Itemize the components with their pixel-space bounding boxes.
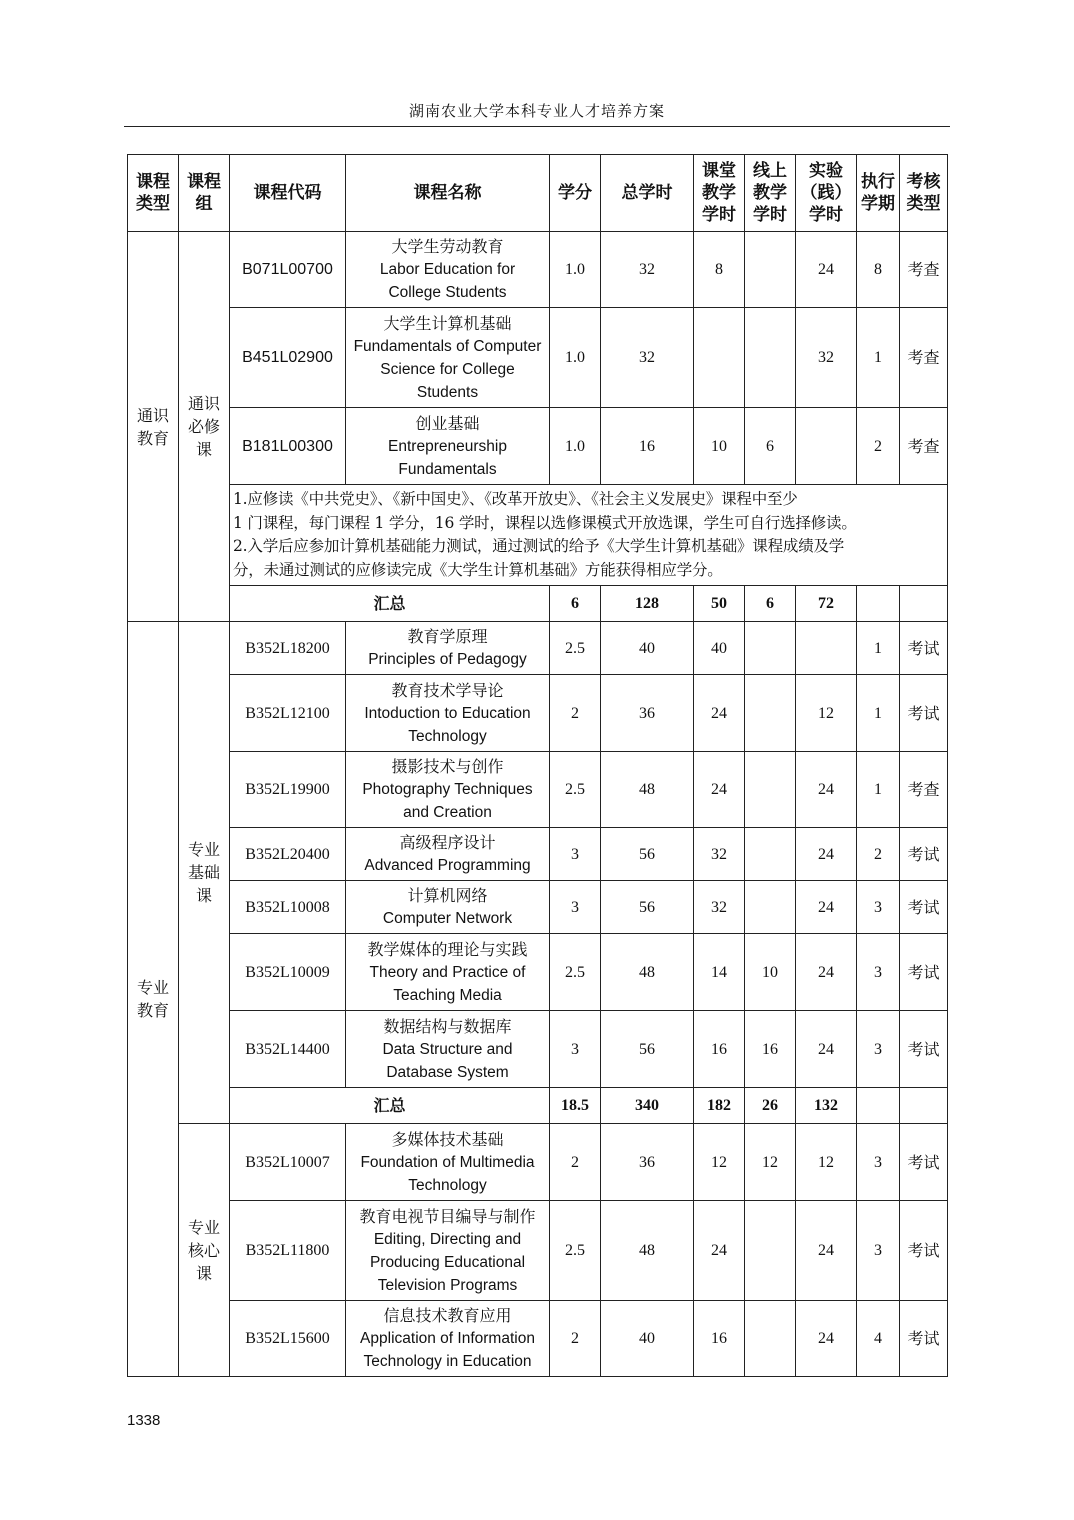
summary-total-hours: 340 <box>601 1088 694 1124</box>
table-body <box>128 155 948 1377</box>
course-semester: 3 <box>857 1201 900 1301</box>
header-classroom-hours: 课堂 教学 学时 <box>694 155 745 232</box>
course-name-en: Entrepreneurship <box>388 437 507 455</box>
course-semester: 2 <box>857 408 900 485</box>
course-classroom-hours: 40 <box>694 622 745 675</box>
course-total-hours: 16 <box>601 408 694 485</box>
course-assessment: 考试 <box>900 1124 948 1201</box>
course-classroom-hours: 14 <box>694 934 745 1011</box>
course-name-cn: 教育学原理 <box>407 627 488 646</box>
course-online-hours: 12 <box>745 1124 796 1201</box>
course-classroom-hours <box>694 308 745 408</box>
course-total-hours: 32 <box>601 232 694 308</box>
course-classroom-hours: 16 <box>694 1301 745 1377</box>
course-semester: 3 <box>857 1124 900 1201</box>
course-classroom-hours: 8 <box>694 232 745 308</box>
course-total-hours: 36 <box>601 1124 694 1201</box>
course-credit: 2.5 <box>550 1201 601 1301</box>
course-credit: 2 <box>550 1124 601 1201</box>
course-semester: 1 <box>857 622 900 675</box>
course-lab-hours <box>796 408 857 485</box>
course-assessment: 考试 <box>900 828 948 881</box>
table-row <box>128 934 948 1011</box>
course-assessment: 考查 <box>900 408 948 485</box>
course-name-cn: 教学媒体的理论与实践 <box>367 939 528 959</box>
course-name-cn: 创业基础 <box>415 413 480 433</box>
course-name <box>346 622 550 675</box>
summary-semester <box>857 586 900 622</box>
group-cell: 专业 核心 课 <box>179 1124 230 1377</box>
course-name-en: Students <box>416 383 479 401</box>
course-credit: 1.0 <box>550 408 601 485</box>
course-assessment: 考查 <box>900 308 948 408</box>
curriculum-table <box>127 154 948 1377</box>
course-assessment: 考试 <box>900 1201 948 1301</box>
course-assessment: 考试 <box>900 881 948 934</box>
table-row <box>128 308 948 408</box>
course-name <box>346 1301 550 1377</box>
course-semester: 1 <box>857 675 900 752</box>
course-name-en: Database System <box>386 1063 509 1081</box>
course-lab-hours: 24 <box>796 934 857 1011</box>
course-name-en: Labor Education for <box>379 261 516 278</box>
course-total-hours: 48 <box>601 752 694 828</box>
course-classroom-hours: 24 <box>694 1201 745 1301</box>
course-semester: 3 <box>857 1011 900 1088</box>
course-lab-hours: 12 <box>796 1124 857 1201</box>
header-category: 课程 类型 <box>128 155 179 232</box>
course-total-hours: 48 <box>601 934 694 1011</box>
course-name-en: Producing Educational <box>369 1253 526 1271</box>
course-assessment: 考试 <box>900 1301 948 1377</box>
course-name-en: Intoduction to Education <box>364 704 531 722</box>
course-assessment: 考试 <box>900 622 948 675</box>
course-code: B181L00300 <box>230 408 346 485</box>
course-classroom-hours: 32 <box>694 828 745 881</box>
course-online-hours <box>745 622 796 675</box>
course-name-en: Fundamentals of Computer <box>353 337 542 355</box>
note-row <box>128 485 948 586</box>
course-name <box>346 408 550 485</box>
course-code: B352L18200 <box>230 622 346 675</box>
course-semester: 3 <box>857 934 900 1011</box>
course-code: B352L10009 <box>230 934 346 1011</box>
header-row <box>128 155 948 232</box>
category-cell: 专业 教育 <box>128 622 179 1377</box>
course-lab-hours: 24 <box>796 1201 857 1301</box>
course-online-hours: 10 <box>745 934 796 1011</box>
table-row <box>128 881 948 934</box>
group-cell: 专业 基础 课 <box>179 622 230 1124</box>
table-row <box>128 232 948 308</box>
summary-row <box>128 1088 948 1124</box>
summary-classroom-hours: 182 <box>694 1088 745 1124</box>
course-name-cn: 计算机网络 <box>407 886 488 905</box>
course-credit: 3 <box>550 828 601 881</box>
course-code: B352L19900 <box>230 752 346 828</box>
course-total-hours: 56 <box>601 881 694 934</box>
header-group: 课程 组 <box>179 155 230 232</box>
summary-online-hours: 26 <box>745 1088 796 1124</box>
course-name-en: Television Programs <box>377 1276 518 1294</box>
course-assessment: 考查 <box>900 232 948 308</box>
course-classroom-hours: 16 <box>694 1011 745 1088</box>
course-name-en: Technology <box>408 727 487 745</box>
summary-credit: 6 <box>550 586 601 622</box>
course-name-en: Technology in Education <box>363 1353 532 1370</box>
course-name <box>346 752 550 828</box>
course-lab-hours: 24 <box>796 232 857 308</box>
course-credit: 2 <box>550 675 601 752</box>
course-code: B352L15600 <box>230 1301 346 1377</box>
table-row <box>128 752 948 828</box>
course-name <box>346 1011 550 1088</box>
header-rule <box>124 126 950 127</box>
course-classroom-hours: 24 <box>694 675 745 752</box>
summary-lab-hours: 72 <box>796 586 857 622</box>
course-name-en: Editing, Directing and <box>373 1230 522 1248</box>
course-total-hours: 32 <box>601 308 694 408</box>
summary-classroom-hours: 50 <box>694 586 745 622</box>
course-name-cn: 摄影技术与创作 <box>391 757 504 776</box>
course-online-hours <box>745 1301 796 1377</box>
summary-label: 汇总 <box>230 1088 550 1124</box>
header-credit: 学分 <box>550 155 601 232</box>
course-name <box>346 675 550 752</box>
course-name-en: Fundamentals <box>398 460 497 478</box>
summary-semester <box>857 1088 900 1124</box>
course-total-hours: 56 <box>601 828 694 881</box>
course-online-hours <box>745 752 796 828</box>
course-name <box>346 232 550 308</box>
category-cell: 通识 教育 <box>128 232 179 622</box>
header-total-hours: 总学时 <box>601 155 694 232</box>
course-name-en: Science for College <box>380 360 515 378</box>
summary-row <box>128 586 948 622</box>
course-name-cn: 信息技术教育应用 <box>383 1306 512 1325</box>
course-lab-hours: 24 <box>796 881 857 934</box>
course-name-en: Teaching Media <box>393 986 502 1004</box>
header-name: 课程名称 <box>346 155 550 232</box>
course-name-en: Computer Network <box>382 910 513 927</box>
course-code: B071L00700 <box>230 232 346 308</box>
course-name-en: and Creation <box>403 804 492 821</box>
course-lab-hours: 32 <box>796 308 857 408</box>
summary-total-hours: 128 <box>601 586 694 622</box>
header-code: 课程代码 <box>230 155 346 232</box>
course-credit: 3 <box>550 881 601 934</box>
course-online-hours: 6 <box>745 408 796 485</box>
table-row <box>128 675 948 752</box>
course-assessment: 考试 <box>900 1011 948 1088</box>
course-semester: 1 <box>857 752 900 828</box>
course-name <box>346 934 550 1011</box>
course-lab-hours <box>796 622 857 675</box>
table-row <box>128 828 948 881</box>
table-row <box>128 1201 948 1301</box>
page-header: 湖南农业大学本科专业人才培养方案 <box>408 102 665 120</box>
course-semester: 1 <box>857 308 900 408</box>
course-credit: 2.5 <box>550 752 601 828</box>
course-online-hours <box>745 828 796 881</box>
course-total-hours: 36 <box>601 675 694 752</box>
course-online-hours <box>745 308 796 408</box>
course-name-en: Advanced Programming <box>364 857 531 874</box>
course-lab-hours: 24 <box>796 752 857 828</box>
course-name-en: Photography Techniques <box>362 781 533 798</box>
course-name <box>346 881 550 934</box>
course-credit: 2.5 <box>550 622 601 675</box>
course-lab-hours: 24 <box>796 1301 857 1377</box>
note-cell: 1.应修读《中共党史》、《新中国史》、《改革开放史》、《社会主义发展史》课程中至少 1 门课程，每门课程 1 学分，16 学时，课程以选修课模式开放选课，学生可自行选择修读。 2.入学后应参加计算机基础能力测试，通过测试的给予《大学生计算机基础》课程成绩及学 分，未通过测试的应修读完成《大学生计算机基础》方能获得相应学分。 <box>230 485 948 586</box>
course-name <box>346 1124 550 1201</box>
summary-label: 汇总 <box>230 586 550 622</box>
course-online-hours <box>745 1201 796 1301</box>
header-semester: 执行 学期 <box>857 155 900 232</box>
table-row <box>128 1301 948 1377</box>
course-name-en: Data Structure and <box>382 1040 513 1058</box>
course-semester: 8 <box>857 232 900 308</box>
course-credit: 2 <box>550 1301 601 1377</box>
course-name-cn: 大学生劳动教育 <box>391 237 504 256</box>
course-semester: 3 <box>857 881 900 934</box>
course-online-hours <box>745 675 796 752</box>
course-code: B352L11800 <box>230 1201 346 1301</box>
course-classroom-hours: 32 <box>694 881 745 934</box>
summary-lab-hours: 132 <box>796 1088 857 1124</box>
header-online-hours: 线上 教学 学时 <box>745 155 796 232</box>
course-code: B352L10007 <box>230 1124 346 1201</box>
course-name-cn: 教育电视节目编导与制作 <box>359 1206 536 1226</box>
course-classroom-hours: 10 <box>694 408 745 485</box>
course-credit: 3 <box>550 1011 601 1088</box>
course-name <box>346 308 550 408</box>
course-credit: 1.0 <box>550 232 601 308</box>
course-credit: 1.0 <box>550 308 601 408</box>
course-name-en: Theory and Practice of <box>369 963 526 981</box>
course-assessment: 考试 <box>900 934 948 1011</box>
course-semester: 2 <box>857 828 900 881</box>
course-assessment: 考试 <box>900 675 948 752</box>
course-online-hours <box>745 881 796 934</box>
course-name-cn: 多媒体技术基础 <box>391 1129 504 1149</box>
course-classroom-hours: 12 <box>694 1124 745 1201</box>
course-online-hours: 16 <box>745 1011 796 1088</box>
course-classroom-hours: 24 <box>694 752 745 828</box>
course-name <box>346 1201 550 1301</box>
course-code: B352L10008 <box>230 881 346 934</box>
course-name-en: Principles of Pedagogy <box>368 651 527 668</box>
table-row <box>128 1124 948 1201</box>
header-assessment: 考核 类型 <box>900 155 948 232</box>
header-lab-hours: 实验 （践） 学时 <box>796 155 857 232</box>
course-name-en: Application of Information <box>360 1330 535 1347</box>
course-name-cn: 教育技术学导论 <box>391 680 504 700</box>
course-semester: 4 <box>857 1301 900 1377</box>
table-row <box>128 1011 948 1088</box>
page-number: 1338 <box>127 1412 161 1429</box>
course-name-en: Technology <box>408 1176 487 1194</box>
course-assessment: 考查 <box>900 752 948 828</box>
course-name <box>346 828 550 881</box>
course-name-en: Foundation of Multimedia <box>360 1153 535 1171</box>
table-row <box>128 622 948 675</box>
course-name-cn: 高级程序设计 <box>399 833 496 852</box>
table-row <box>128 408 948 485</box>
course-code: B352L14400 <box>230 1011 346 1088</box>
summary-credit: 18.5 <box>550 1088 601 1124</box>
course-total-hours: 48 <box>601 1201 694 1301</box>
course-total-hours: 40 <box>601 1301 694 1377</box>
course-lab-hours: 24 <box>796 828 857 881</box>
course-lab-hours: 12 <box>796 675 857 752</box>
course-code: B352L20400 <box>230 828 346 881</box>
summary-online-hours: 6 <box>745 586 796 622</box>
course-total-hours: 56 <box>601 1011 694 1088</box>
summary-assessment <box>900 1088 948 1124</box>
course-credit: 2.5 <box>550 934 601 1011</box>
course-name-cn: 大学生计算机基础 <box>383 313 512 333</box>
course-code: B352L12100 <box>230 675 346 752</box>
course-total-hours: 40 <box>601 622 694 675</box>
course-name-cn: 数据结构与数据库 <box>383 1016 512 1036</box>
group-cell: 通识 必修 课 <box>179 232 230 622</box>
summary-assessment <box>900 586 948 622</box>
course-online-hours <box>745 232 796 308</box>
course-name-en: College Students <box>388 284 507 301</box>
course-code: B451L02900 <box>230 308 346 408</box>
course-lab-hours: 24 <box>796 1011 857 1088</box>
